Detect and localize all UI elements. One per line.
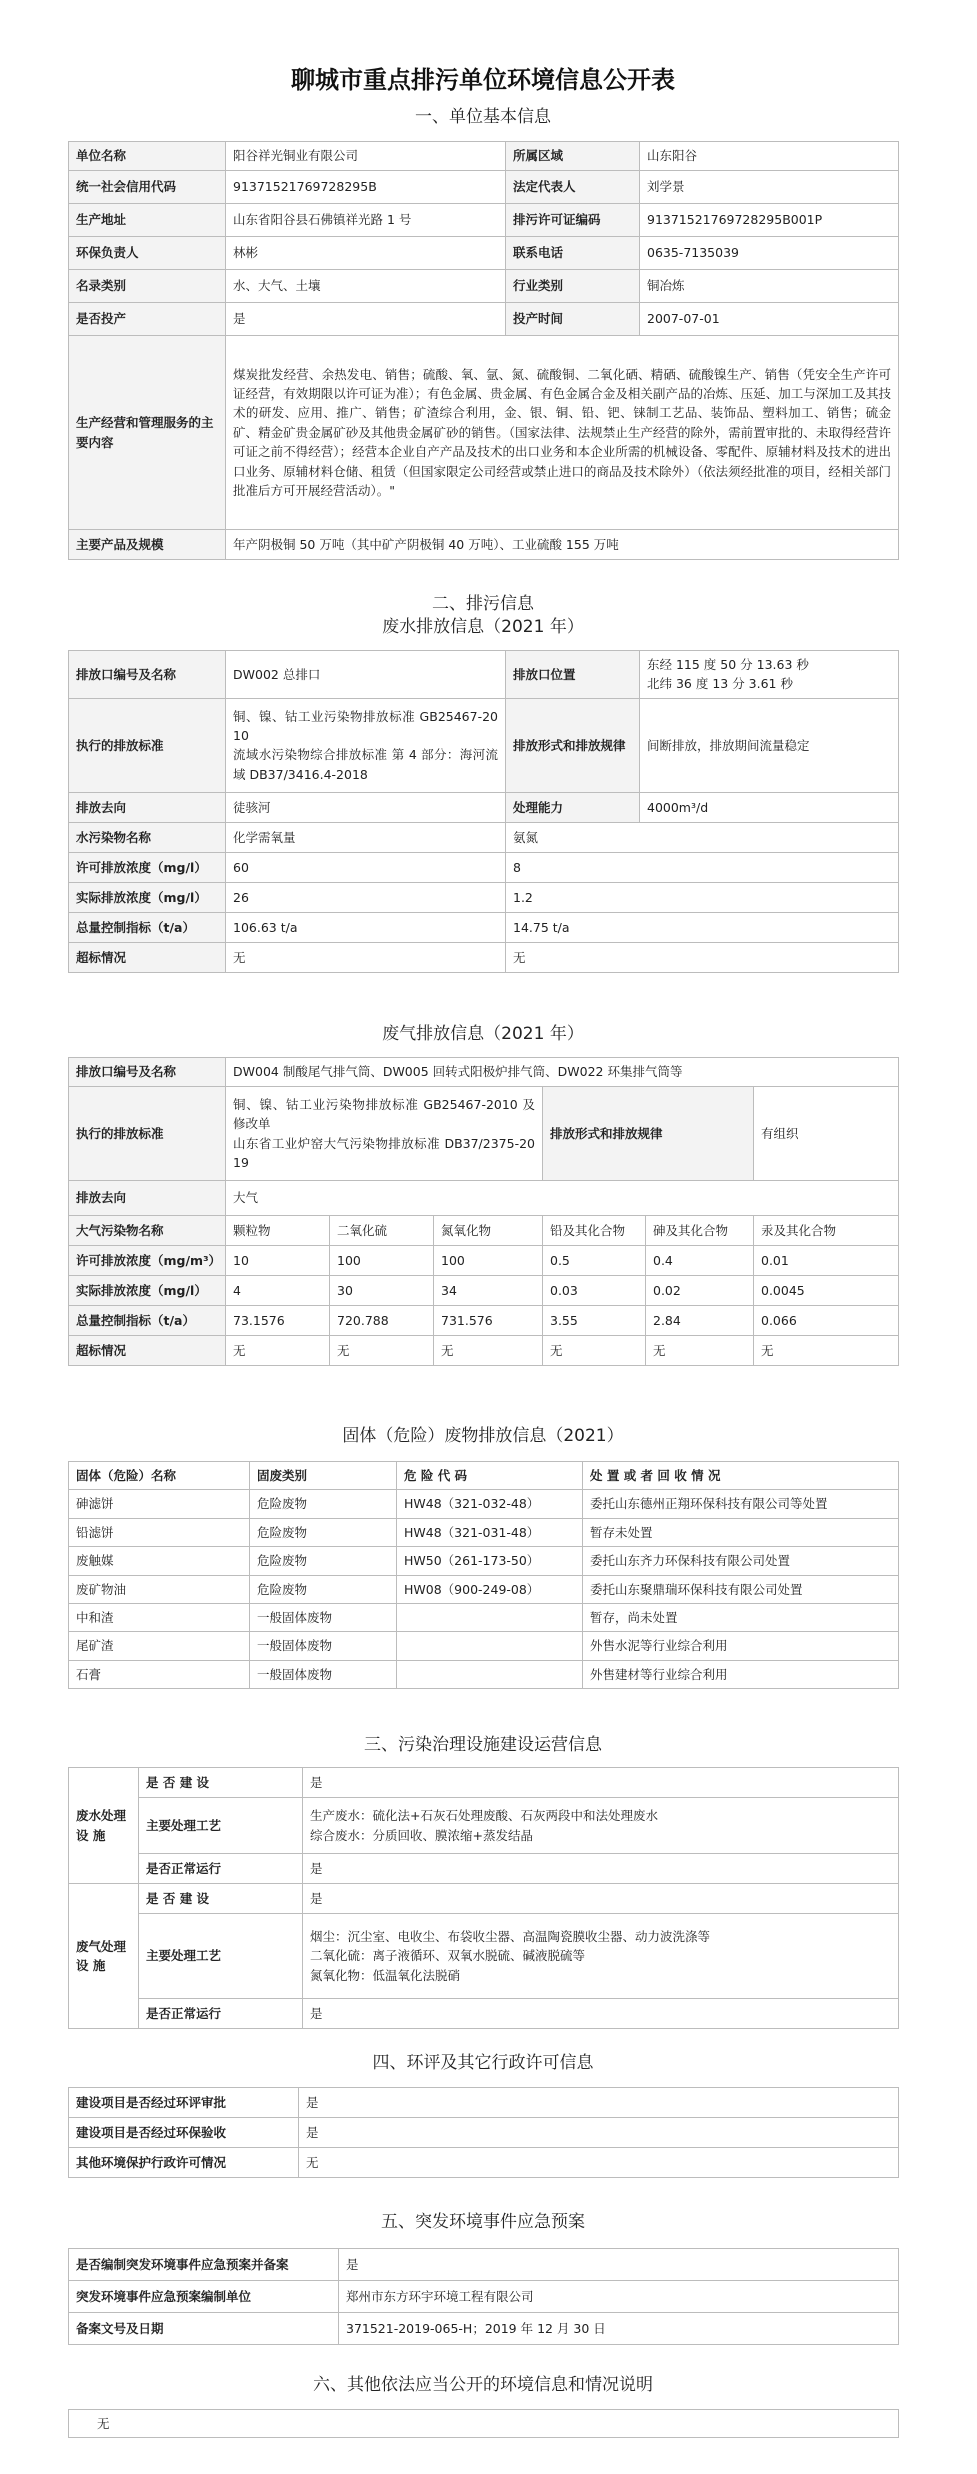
table-row xyxy=(69,1999,899,2029)
section-4-heading: 四、环评及其它行政许可信息 xyxy=(372,2053,594,2073)
main-products-label: 主要产品及规模 xyxy=(69,530,226,560)
solid-code: HW48（321-032-48） xyxy=(397,1490,583,1518)
table-row xyxy=(69,792,899,822)
gas-pollutant-cell: 铅及其化合物 xyxy=(543,1216,646,1246)
table-row xyxy=(69,1246,899,1276)
water-exceed-2: 无 xyxy=(506,942,899,972)
gas-allowed-cell: 10 xyxy=(226,1246,330,1276)
solid-category: 危险废物 xyxy=(250,1490,397,1518)
gas-pollutant-cell: 二氧化硫 xyxy=(330,1216,434,1246)
water-actual-2: 1.2 xyxy=(506,882,899,912)
permit-value: 91371521769728295B001P xyxy=(640,204,899,237)
solid-disposal: 暂存未处置 xyxy=(583,1518,899,1546)
gas-total-cell: 0.066 xyxy=(754,1306,899,1336)
table-row xyxy=(69,2249,899,2281)
solid-name: 铅滤饼 xyxy=(69,1518,250,1546)
section-6-heading: 六、其他依法应当公开的环境信息和情况说明 xyxy=(313,2375,653,2395)
water-exceed-label: 超标情况 xyxy=(69,942,226,972)
production-time-label: 投产时间 xyxy=(506,303,640,336)
table-row xyxy=(69,1854,899,1884)
table-row xyxy=(69,1336,899,1366)
water-process-label: 主要处理工艺 xyxy=(139,1798,303,1854)
solid-disposal: 外售水泥等行业综合利用 xyxy=(583,1632,899,1660)
basic-info-table xyxy=(68,141,899,560)
table-row xyxy=(69,1087,899,1181)
table-row xyxy=(69,530,899,560)
section-3-heading: 三、污染治理设施建设运营信息 xyxy=(364,1735,602,1755)
address-value: 山东省阳谷县石佛镇祥光路 1 号 xyxy=(226,204,506,237)
table-row xyxy=(69,882,899,912)
gas-exceed-label: 超标情况 xyxy=(69,1336,226,1366)
table-row xyxy=(69,1058,899,1087)
solid-category: 危险废物 xyxy=(250,1518,397,1546)
address-label: 生产地址 xyxy=(69,204,226,237)
solid-name: 尾矿渣 xyxy=(69,1632,250,1660)
water-process-line: 综合废水：分质回收、膜浓缩+蒸发结晶 xyxy=(310,1827,533,1843)
water-running-value: 是 xyxy=(303,1854,899,1884)
table-row xyxy=(69,1603,899,1631)
gas-standard-1: 铜、镍、钴工业污染物排放标准 GB25467-2010 及修改单 xyxy=(233,1096,535,1132)
gas-process-line: 烟尘：沉尘室、电收尘、布袋收尘器、高温陶瓷膜收尘器、动力波洗涤等 xyxy=(310,1928,711,1944)
table-row xyxy=(69,1181,899,1216)
gas-exceed-cell: 无 xyxy=(330,1336,434,1366)
production-time-value: 2007-07-01 xyxy=(640,303,899,336)
wastewater-table xyxy=(68,650,899,973)
gas-total-cell: 3.55 xyxy=(543,1306,646,1336)
solid-code: HW48（321-031-48） xyxy=(397,1518,583,1546)
permit-label: 排污许可证编码 xyxy=(506,204,640,237)
gas-actual-cell: 0.0045 xyxy=(754,1276,899,1306)
gas-outlet-value: DW004 制酸尾气排气筒、DW005 回转式阳极炉排气筒、DW022 环集排气筒等 xyxy=(226,1058,899,1087)
table-row xyxy=(69,2313,899,2345)
water-destination-value: 徒骇河 xyxy=(226,792,506,822)
table-row xyxy=(69,1306,899,1336)
gas-actual-cell: 4 xyxy=(226,1276,330,1306)
in-production-label: 是否投产 xyxy=(69,303,226,336)
solid-disposal: 委托山东齐力环保科技有限公司处置 xyxy=(583,1547,899,1575)
gas-exceed-cell: 无 xyxy=(646,1336,754,1366)
table-row xyxy=(69,852,899,882)
solid-disposal: 委托山东德州正翔环保科技有限公司等处置 xyxy=(583,1490,899,1518)
gas-mode-value: 有组织 xyxy=(754,1087,899,1181)
solid-disposal: 委托山东聚鼎瑞环保科技有限公司处置 xyxy=(583,1575,899,1603)
water-location-label: 排放口位置 xyxy=(506,651,640,699)
eia-acceptance-value: 是 xyxy=(299,2118,899,2148)
table-row xyxy=(69,942,899,972)
solid-header-disposal: 处 置 或 者 回 收 情 况 xyxy=(583,1462,899,1490)
water-capacity-label: 处理能力 xyxy=(506,792,640,822)
treatment-facility-table xyxy=(68,1767,899,2029)
table-row xyxy=(69,303,899,336)
region-label: 所属区域 xyxy=(506,142,640,171)
table-row xyxy=(69,270,899,303)
water-standard-label: 执行的排放标准 xyxy=(69,698,226,792)
gas-exceed-cell: 无 xyxy=(226,1336,330,1366)
table-row xyxy=(69,1660,899,1688)
gas-standard-value xyxy=(226,1087,543,1181)
table-row xyxy=(69,1798,899,1854)
table-row xyxy=(69,336,899,530)
table-row xyxy=(69,2410,899,2438)
table-row xyxy=(69,204,899,237)
plan-filed-label: 是否编制突发环境事件应急预案并备案 xyxy=(69,2249,339,2281)
gas-total-cell: 720.788 xyxy=(330,1306,434,1336)
business-scope-value: 煤炭批发经营、余热发电、销售；硫酸、氧、氩、氮、硫酸铜、二氧化硒、精硒、硫酸镍生产、销售（凭安全生产许可证经营，有效期限以许可证为准）；有色金属、贵金属、有色金属合金及相关副产品的冶炼、压延、加工与深加工及其技术的研发、应用、推广、销售；矿渣综合利用，金、银、铜、铅、钯、铼制工艺品、装饰品、塑料加工、销售；硫金矿、精金矿贵金属矿砂及其他贵金属矿砂的销售。（国家法律、法规禁止生产经营的除外，需前置审批的、未取得经营许可证之前不得经营）；经营本企业自产产品及技术的出口业务和本企业所需的机械设备、零配件、原辅材料及技术的进出口业务、原辅材料仓储、租赁（但国家限定公司经营或禁止进口的商品及技术除外）（依法须经批准的项目，经相关部门批准后方可开展经营活动）。" xyxy=(226,336,899,530)
table-row xyxy=(69,1518,899,1546)
solid-category: 一般固体废物 xyxy=(250,1660,397,1688)
solid-code xyxy=(397,1603,583,1631)
solid-header-code: 危 险 代 码 xyxy=(397,1462,583,1490)
water-built-value: 是 xyxy=(303,1768,899,1798)
table-row xyxy=(69,2148,899,2178)
gas-outlet-label: 排放口编号及名称 xyxy=(69,1058,226,1087)
solid-name: 废触媒 xyxy=(69,1547,250,1575)
water-facility-label: 废水处理设 施 xyxy=(69,1768,139,1884)
gas-pollutant-cell: 氮氧化物 xyxy=(434,1216,543,1246)
water-location-value xyxy=(640,651,899,699)
solid-category: 危险废物 xyxy=(250,1575,397,1603)
solid-name: 石膏 xyxy=(69,1660,250,1688)
water-outlet-label: 排放口编号及名称 xyxy=(69,651,226,699)
water-heading: 废水排放信息（2021 年） xyxy=(382,617,584,637)
water-mode-value: 间断排放，排放期间流量稳定 xyxy=(640,698,899,792)
solid-waste-table xyxy=(68,1461,899,1689)
solid-category: 一般固体废物 xyxy=(250,1603,397,1631)
table-row xyxy=(69,2118,899,2148)
eia-approval-label: 建设项目是否经过环评审批 xyxy=(69,2088,299,2118)
water-total-2: 14.75 t/a xyxy=(506,912,899,942)
other-permit-label: 其他环境保护行政许可情况 xyxy=(69,2148,299,2178)
gas-actual-cell: 34 xyxy=(434,1276,543,1306)
water-allowed-1: 60 xyxy=(226,852,506,882)
gas-total-cell: 731.576 xyxy=(434,1306,543,1336)
table-row xyxy=(69,2281,899,2313)
waste-gas-table xyxy=(68,1057,899,1366)
plan-filed-value: 是 xyxy=(339,2249,899,2281)
solid-category: 危险废物 xyxy=(250,1547,397,1575)
table-row xyxy=(69,1632,899,1660)
other-permit-value: 无 xyxy=(299,2148,899,2178)
gas-standard-2: 山东省工业炉窑大气污染物排放标准 DB37/2375-2019 xyxy=(233,1135,535,1170)
solid-code: HW50（261-173-50） xyxy=(397,1547,583,1575)
water-process-line: 生产废水：硫化法+石灰石处理废酸、石灰两段中和法处理废水 xyxy=(310,1808,658,1824)
plan-record-label: 备案文号及日期 xyxy=(69,2313,339,2345)
section-1-heading: 一、单位基本信息 xyxy=(415,107,551,127)
water-mode-label: 排放形式和排放规律 xyxy=(506,698,640,792)
plan-author-value: 郑州市东方环宇环境工程有限公司 xyxy=(339,2281,899,2313)
table-row xyxy=(69,1216,899,1246)
phone-label: 联系电话 xyxy=(506,237,640,270)
water-pollutant-1: 化学需氧量 xyxy=(226,822,506,852)
water-pollutant-label: 水污染物名称 xyxy=(69,822,226,852)
table-row xyxy=(69,912,899,942)
credit-code-label: 统一社会信用代码 xyxy=(69,171,226,204)
water-actual-1: 26 xyxy=(226,882,506,912)
gas-running-label: 是否正常运行 xyxy=(139,1999,303,2029)
solid-code: HW08（900-249-08） xyxy=(397,1575,583,1603)
gas-actual-cell: 0.03 xyxy=(543,1276,646,1306)
plan-record-value: 371521-2019-065-H；2019 年 12 月 30 日 xyxy=(339,2313,899,2345)
water-capacity-value: 4000m³/d xyxy=(640,792,899,822)
credit-code-value: 91371521769728295B xyxy=(226,171,506,204)
gas-total-cell: 73.1576 xyxy=(226,1306,330,1336)
region-value: 山东阳谷 xyxy=(640,142,899,171)
table-row xyxy=(69,1490,899,1518)
gas-destination-value: 大气 xyxy=(226,1181,899,1216)
solid-name: 中和渣 xyxy=(69,1603,250,1631)
gas-pollutant-label: 大气污染物名称 xyxy=(69,1216,226,1246)
phone-value: 0635-7135039 xyxy=(640,237,899,270)
gas-total-label: 总量控制指标（t/a） xyxy=(69,1306,226,1336)
solid-disposal: 外售建材等行业综合利用 xyxy=(583,1660,899,1688)
page-title: 聊城市重点排污单位环境信息公开表 xyxy=(291,66,675,94)
gas-allowed-label: 许可排放浓度（mg/m³） xyxy=(69,1246,226,1276)
plan-author-label: 突发环境事件应急预案编制单位 xyxy=(69,2281,339,2313)
table-row xyxy=(69,1575,899,1603)
env-person-value: 林彬 xyxy=(226,237,506,270)
unit-name-label: 单位名称 xyxy=(69,142,226,171)
gas-pollutant-cell: 汞及其化合物 xyxy=(754,1216,899,1246)
table-row xyxy=(69,1462,899,1490)
gas-allowed-cell: 0.01 xyxy=(754,1246,899,1276)
solid-waste-heading: 固体（危险）废物排放信息（2021） xyxy=(342,1426,624,1446)
water-running-label: 是否正常运行 xyxy=(139,1854,303,1884)
gas-actual-cell: 0.02 xyxy=(646,1276,754,1306)
gas-exceed-cell: 无 xyxy=(434,1336,543,1366)
gas-allowed-cell: 0.5 xyxy=(543,1246,646,1276)
solid-header-name: 固体（危险）名称 xyxy=(69,1462,250,1490)
table-row xyxy=(69,651,899,699)
water-total-label: 总量控制指标（t/a） xyxy=(69,912,226,942)
solid-name: 砷滤饼 xyxy=(69,1490,250,1518)
table-row xyxy=(69,822,899,852)
gas-mode-label: 排放形式和排放规律 xyxy=(543,1087,754,1181)
solid-code xyxy=(397,1660,583,1688)
emergency-plan-table xyxy=(68,2248,899,2345)
table-row xyxy=(69,1276,899,1306)
main-products-value: 年产阴极铜 50 万吨（其中矿产阴极铜 40 万吨）、工业硫酸 155 万吨 xyxy=(226,530,899,560)
legal-rep-value: 刘学景 xyxy=(640,171,899,204)
gas-actual-cell: 30 xyxy=(330,1276,434,1306)
env-person-label: 环保负责人 xyxy=(69,237,226,270)
water-built-label: 是 否 建 设 xyxy=(139,1768,303,1798)
industry-value: 铜冶炼 xyxy=(640,270,899,303)
solid-disposal: 暂存，尚未处置 xyxy=(583,1603,899,1631)
table-row xyxy=(69,237,899,270)
table-row xyxy=(69,698,899,792)
gas-built-label: 是 否 建 设 xyxy=(139,1884,303,1914)
water-exceed-1: 无 xyxy=(226,942,506,972)
list-category-value: 水、大气、土壤 xyxy=(226,270,506,303)
gas-destination-label: 排放去向 xyxy=(69,1181,226,1216)
solid-category: 一般固体废物 xyxy=(250,1632,397,1660)
table-row xyxy=(69,1914,899,1999)
water-process-value xyxy=(303,1798,899,1854)
gas-pollutant-cell: 颗粒物 xyxy=(226,1216,330,1246)
list-category-label: 名录类别 xyxy=(69,270,226,303)
gas-exceed-cell: 无 xyxy=(543,1336,646,1366)
water-pollutant-2: 氨氮 xyxy=(506,822,899,852)
gas-allowed-cell: 100 xyxy=(434,1246,543,1276)
water-total-1: 106.63 t/a xyxy=(226,912,506,942)
water-standard-value xyxy=(226,698,506,792)
in-production-value: 是 xyxy=(226,303,506,336)
gas-process-line: 二氧化硫：离子液循环、双氧水脱硫、碱液脱硫等 xyxy=(310,1948,586,1964)
table-row xyxy=(69,1884,899,1914)
unit-name-value: 阳谷祥光铜业有限公司 xyxy=(226,142,506,171)
table-row xyxy=(69,171,899,204)
water-location-latitude: 北纬 36 度 13 分 3.61 秒 xyxy=(647,676,793,692)
table-row xyxy=(69,1547,899,1575)
water-actual-label: 实际排放浓度（mg/l） xyxy=(69,882,226,912)
gas-running-value: 是 xyxy=(303,1999,899,2029)
water-destination-label: 排放去向 xyxy=(69,792,226,822)
gas-facility-label: 废气处理设 施 xyxy=(69,1884,139,2029)
other-info-table xyxy=(68,2409,899,2438)
gas-process-line: 氮氧化物：低温氧化法脱硝 xyxy=(310,1967,461,1983)
water-allowed-2: 8 xyxy=(506,852,899,882)
legal-rep-label: 法定代表人 xyxy=(506,171,640,204)
gas-total-cell: 2.84 xyxy=(646,1306,754,1336)
gas-allowed-cell: 100 xyxy=(330,1246,434,1276)
gas-process-label: 主要处理工艺 xyxy=(139,1914,303,1999)
water-standard-1: 铜、镍、钴工业污染物排放标准 GB25467-2010 xyxy=(233,708,498,743)
gas-exceed-cell: 无 xyxy=(754,1336,899,1366)
gas-standard-label: 执行的排放标准 xyxy=(69,1087,226,1181)
water-location-longitude: 东经 115 度 50 分 13.63 秒 xyxy=(647,657,809,672)
industry-label: 行业类别 xyxy=(506,270,640,303)
section-2-heading: 二、排污信息 xyxy=(432,594,534,614)
other-info-value: 无 xyxy=(69,2410,899,2438)
business-scope-label: 生产经营和管理服务的主要内容 xyxy=(69,336,226,530)
table-row xyxy=(69,2088,899,2118)
gas-built-value: 是 xyxy=(303,1884,899,1914)
gas-process-value xyxy=(303,1914,899,1999)
eia-approval-value: 是 xyxy=(299,2088,899,2118)
water-allowed-label: 许可排放浓度（mg/l） xyxy=(69,852,226,882)
gas-allowed-cell: 0.4 xyxy=(646,1246,754,1276)
section-5-heading: 五、突发环境事件应急预案 xyxy=(381,2212,585,2232)
solid-header-category: 固废类别 xyxy=(250,1462,397,1490)
solid-code xyxy=(397,1632,583,1660)
water-outlet-value: DW002 总排口 xyxy=(226,651,506,699)
gas-actual-label: 实际排放浓度（mg/l） xyxy=(69,1276,226,1306)
table-row xyxy=(69,142,899,171)
gas-pollutant-cell: 砷及其化合物 xyxy=(646,1216,754,1246)
gas-heading: 废气排放信息（2021 年） xyxy=(382,1024,584,1044)
eia-table xyxy=(68,2087,899,2178)
eia-acceptance-label: 建设项目是否经过环保验收 xyxy=(69,2118,299,2148)
table-row xyxy=(69,1768,899,1798)
solid-name: 废矿物油 xyxy=(69,1575,250,1603)
water-standard-2: 流域水污染物综合排放标准 第 4 部分：海河流域 DB37/3416.4-2018 xyxy=(233,747,498,782)
